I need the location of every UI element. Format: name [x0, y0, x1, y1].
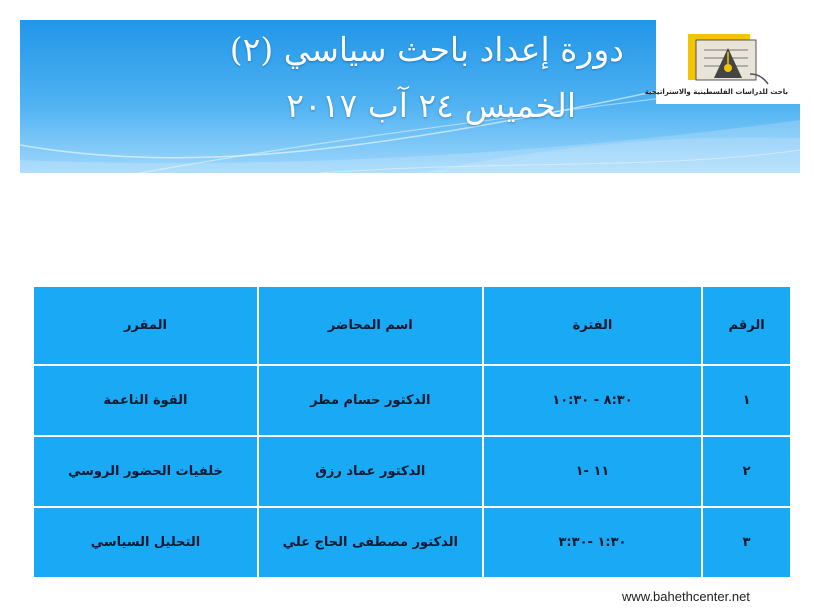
header-period: الفترة — [483, 286, 703, 365]
cell-number: ١ — [702, 365, 791, 436]
cell-lecturer: الدكتور مصطفى الحاج علي — [258, 507, 483, 578]
header-lecturer: اسم المحاضر — [258, 286, 483, 365]
cell-course: التحليل السياسي — [33, 507, 258, 578]
logo-caption: باحث للدراسات الفلسطينية والاستراتيجية — [644, 88, 788, 96]
pen-nib-scroll-icon — [684, 30, 772, 88]
table-row — [33, 507, 791, 578]
table-row — [33, 436, 791, 507]
logo — [644, 20, 800, 104]
header-course: المقرر — [33, 286, 258, 365]
table-row — [33, 365, 791, 436]
footer-website-url: www.bahethcenter.net — [622, 589, 750, 604]
cell-number: ٢ — [702, 436, 791, 507]
cell-lecturer: الدكتور عماد رزق — [258, 436, 483, 507]
cell-period: ٨:٣٠ - ١٠:٣٠ — [483, 365, 703, 436]
page-title: دورة إعداد باحث سياسي (٢) — [229, 30, 624, 69]
table-header-row — [33, 286, 791, 365]
cell-course: خلفيات الحضور الروسي — [33, 436, 258, 507]
cell-number: ٣ — [702, 507, 791, 578]
cell-course: القوة الناعمة — [33, 365, 258, 436]
cell-period: ١١ -١ — [483, 436, 703, 507]
header-number: الرقم — [702, 286, 791, 365]
schedule-table — [32, 285, 792, 579]
page-subtitle-date: الخميس ٢٤ آب ٢٠١٧ — [286, 86, 576, 125]
cell-period: ١:٣٠ -٣:٣٠ — [483, 507, 703, 578]
cell-lecturer: الدكتور حسام مطر — [258, 365, 483, 436]
